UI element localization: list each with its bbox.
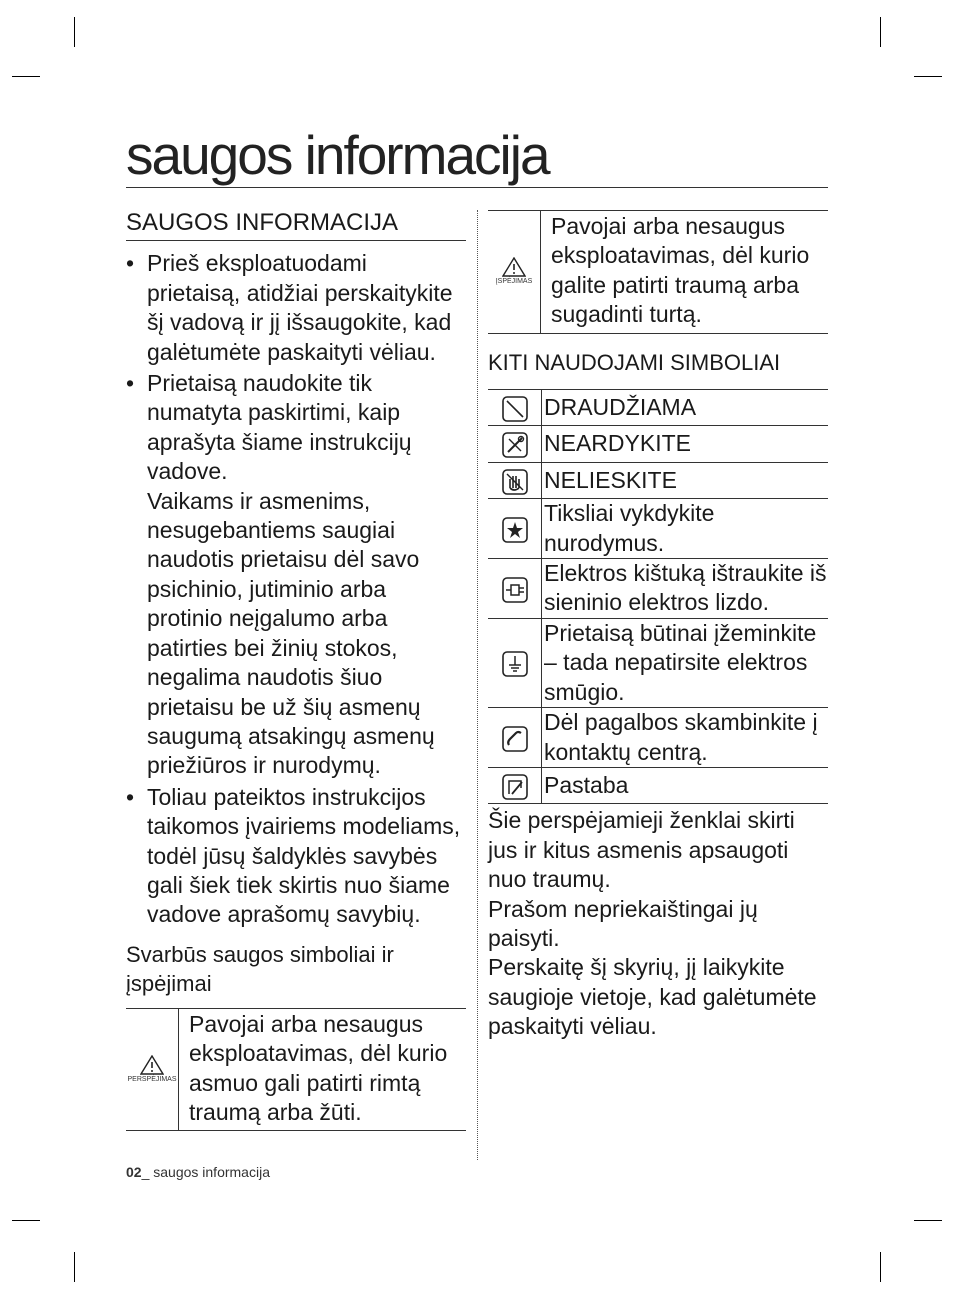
symbol-text: Prietaisą būtinai įžeminkite – tada nepatirsite elektros smūgio. bbox=[542, 618, 829, 707]
right-column bbox=[488, 210, 828, 1042]
warning-box bbox=[126, 1009, 466, 1132]
symbol-row bbox=[488, 708, 828, 768]
symbol-row bbox=[488, 462, 828, 498]
warning-triangle-icon bbox=[502, 257, 526, 277]
symbol-text: NELIESKITE bbox=[542, 462, 829, 498]
bullet-item bbox=[126, 783, 466, 930]
symbol-row bbox=[488, 559, 828, 619]
crop-mark bbox=[74, 17, 75, 47]
ground-icon bbox=[502, 651, 528, 677]
warning-triangle-icon bbox=[140, 1055, 164, 1075]
caution-label: ĮSPĖJIMAS bbox=[495, 278, 533, 286]
column-divider bbox=[477, 210, 478, 1160]
star-icon bbox=[502, 517, 528, 543]
symbol-text: Tiksliai vykdykite nurodymus. bbox=[542, 499, 829, 559]
crop-mark bbox=[12, 76, 40, 77]
section-heading: SAUGOS INFORMACIJA bbox=[126, 208, 466, 241]
symbol-row bbox=[488, 499, 828, 559]
unplug-icon bbox=[502, 577, 528, 603]
phone-icon bbox=[502, 726, 528, 752]
page-title: saugos informacija bbox=[126, 124, 549, 186]
disassemble-icon bbox=[502, 432, 528, 458]
crop-mark bbox=[12, 1220, 40, 1221]
closing-paragraph: Prašom nepriekaištingai jų paisyti. bbox=[488, 895, 758, 951]
symbols-table bbox=[488, 389, 828, 804]
symbol-text: Elektros kištuką ištraukite iš sieninio elektros lizdo. bbox=[542, 559, 829, 619]
caution-box bbox=[488, 210, 828, 334]
caution-text: Pavojai arba nesaugus eksploatavimas, dėl kurio galite patirti traumą arba sugadinti turtą. bbox=[551, 213, 810, 328]
title-rule bbox=[126, 187, 828, 188]
symbol-text: Pastaba bbox=[542, 767, 829, 803]
symbol-row bbox=[488, 767, 828, 803]
bullet-extra-text: Vaikams ir asmenims, nesugebantiems saugiai naudotis prietaisu dėl savo psichinio, jutiminio arba protinio neįgalumo arba patirties bei žinių stokos, negalima naudotis šiuo prietaisu be už šių asmenų saugumą atsakingų asmenų priežiūros ir nurodymų. bbox=[147, 487, 435, 779]
caution-icon-cell bbox=[488, 211, 541, 333]
warning-icon-cell bbox=[126, 1009, 179, 1131]
symbol-text: Dėl pagalbos skambinkite į kontaktų centrą. bbox=[542, 708, 829, 768]
prohibited-icon bbox=[502, 396, 528, 422]
bullet-dot: • bbox=[126, 250, 135, 277]
warning-text: Pavojai arba nesaugus eksploatavimas, dėl kurio asmuo gali patirti rimtą traumą arba žūti. bbox=[189, 1010, 448, 1125]
symbol-text: DRAUDŽIAMA bbox=[542, 390, 829, 426]
closing-text bbox=[488, 806, 828, 1041]
symbol-text: NEARDYKITE bbox=[542, 426, 829, 462]
symbol-row bbox=[488, 390, 828, 426]
bullet-dot: • bbox=[126, 783, 135, 810]
crop-mark bbox=[74, 1252, 75, 1282]
other-symbols-heading: KITI NAUDOJAMI SIMBOLIAI bbox=[488, 349, 781, 375]
safety-symbols-subheading: Svarbūs saugos simboliai ir įspėjimai bbox=[126, 940, 466, 1009]
closing-paragraph: Šie perspėjamieji ženklai skirti jus ir kitus asmenis apsaugoti nuo traumų. bbox=[488, 807, 795, 893]
bullet-dot: • bbox=[126, 370, 135, 397]
symbol-row bbox=[488, 426, 828, 462]
left-column bbox=[126, 208, 466, 1131]
note-icon bbox=[502, 774, 528, 800]
bullet-text: Toliau pateiktos instrukcijos taikomos įvairiems modeliams, todėl jūsų šaldyklės savybės gali šiek tiek skirtis nuo šiame vadove aprašomų savybių. bbox=[147, 783, 461, 928]
footer-text: _ saugos informacija bbox=[141, 1164, 270, 1180]
page-number: 02 bbox=[126, 1164, 142, 1180]
bullet-list bbox=[126, 249, 466, 929]
page-footer bbox=[126, 1164, 270, 1180]
crop-mark bbox=[914, 76, 942, 77]
crop-mark bbox=[880, 17, 881, 47]
crop-mark bbox=[880, 1252, 881, 1282]
bullet-text: Prieš eksploatuodami prietaisą, atidžiai perskaitykite šį vadovą ir jį išsaugokite, kad galėtumėte paskaityti vėliau. bbox=[147, 250, 453, 365]
crop-mark bbox=[914, 1220, 942, 1221]
bullet-item bbox=[126, 369, 466, 781]
symbol-row bbox=[488, 618, 828, 707]
warning-label: PERSPĖJIMAS bbox=[127, 1076, 177, 1084]
closing-paragraph: Perskaitę šį skyrių, jį laikykite saugioje vietoje, kad galėtumėte paskaityti vėliau. bbox=[488, 954, 817, 1040]
bullet-text: Prietaisą naudokite tik numatyta paskirtimi, kaip aprašyta šiame instrukcijų vadove. bbox=[147, 370, 412, 485]
no-touch-icon bbox=[502, 469, 528, 495]
bullet-item bbox=[126, 249, 466, 367]
